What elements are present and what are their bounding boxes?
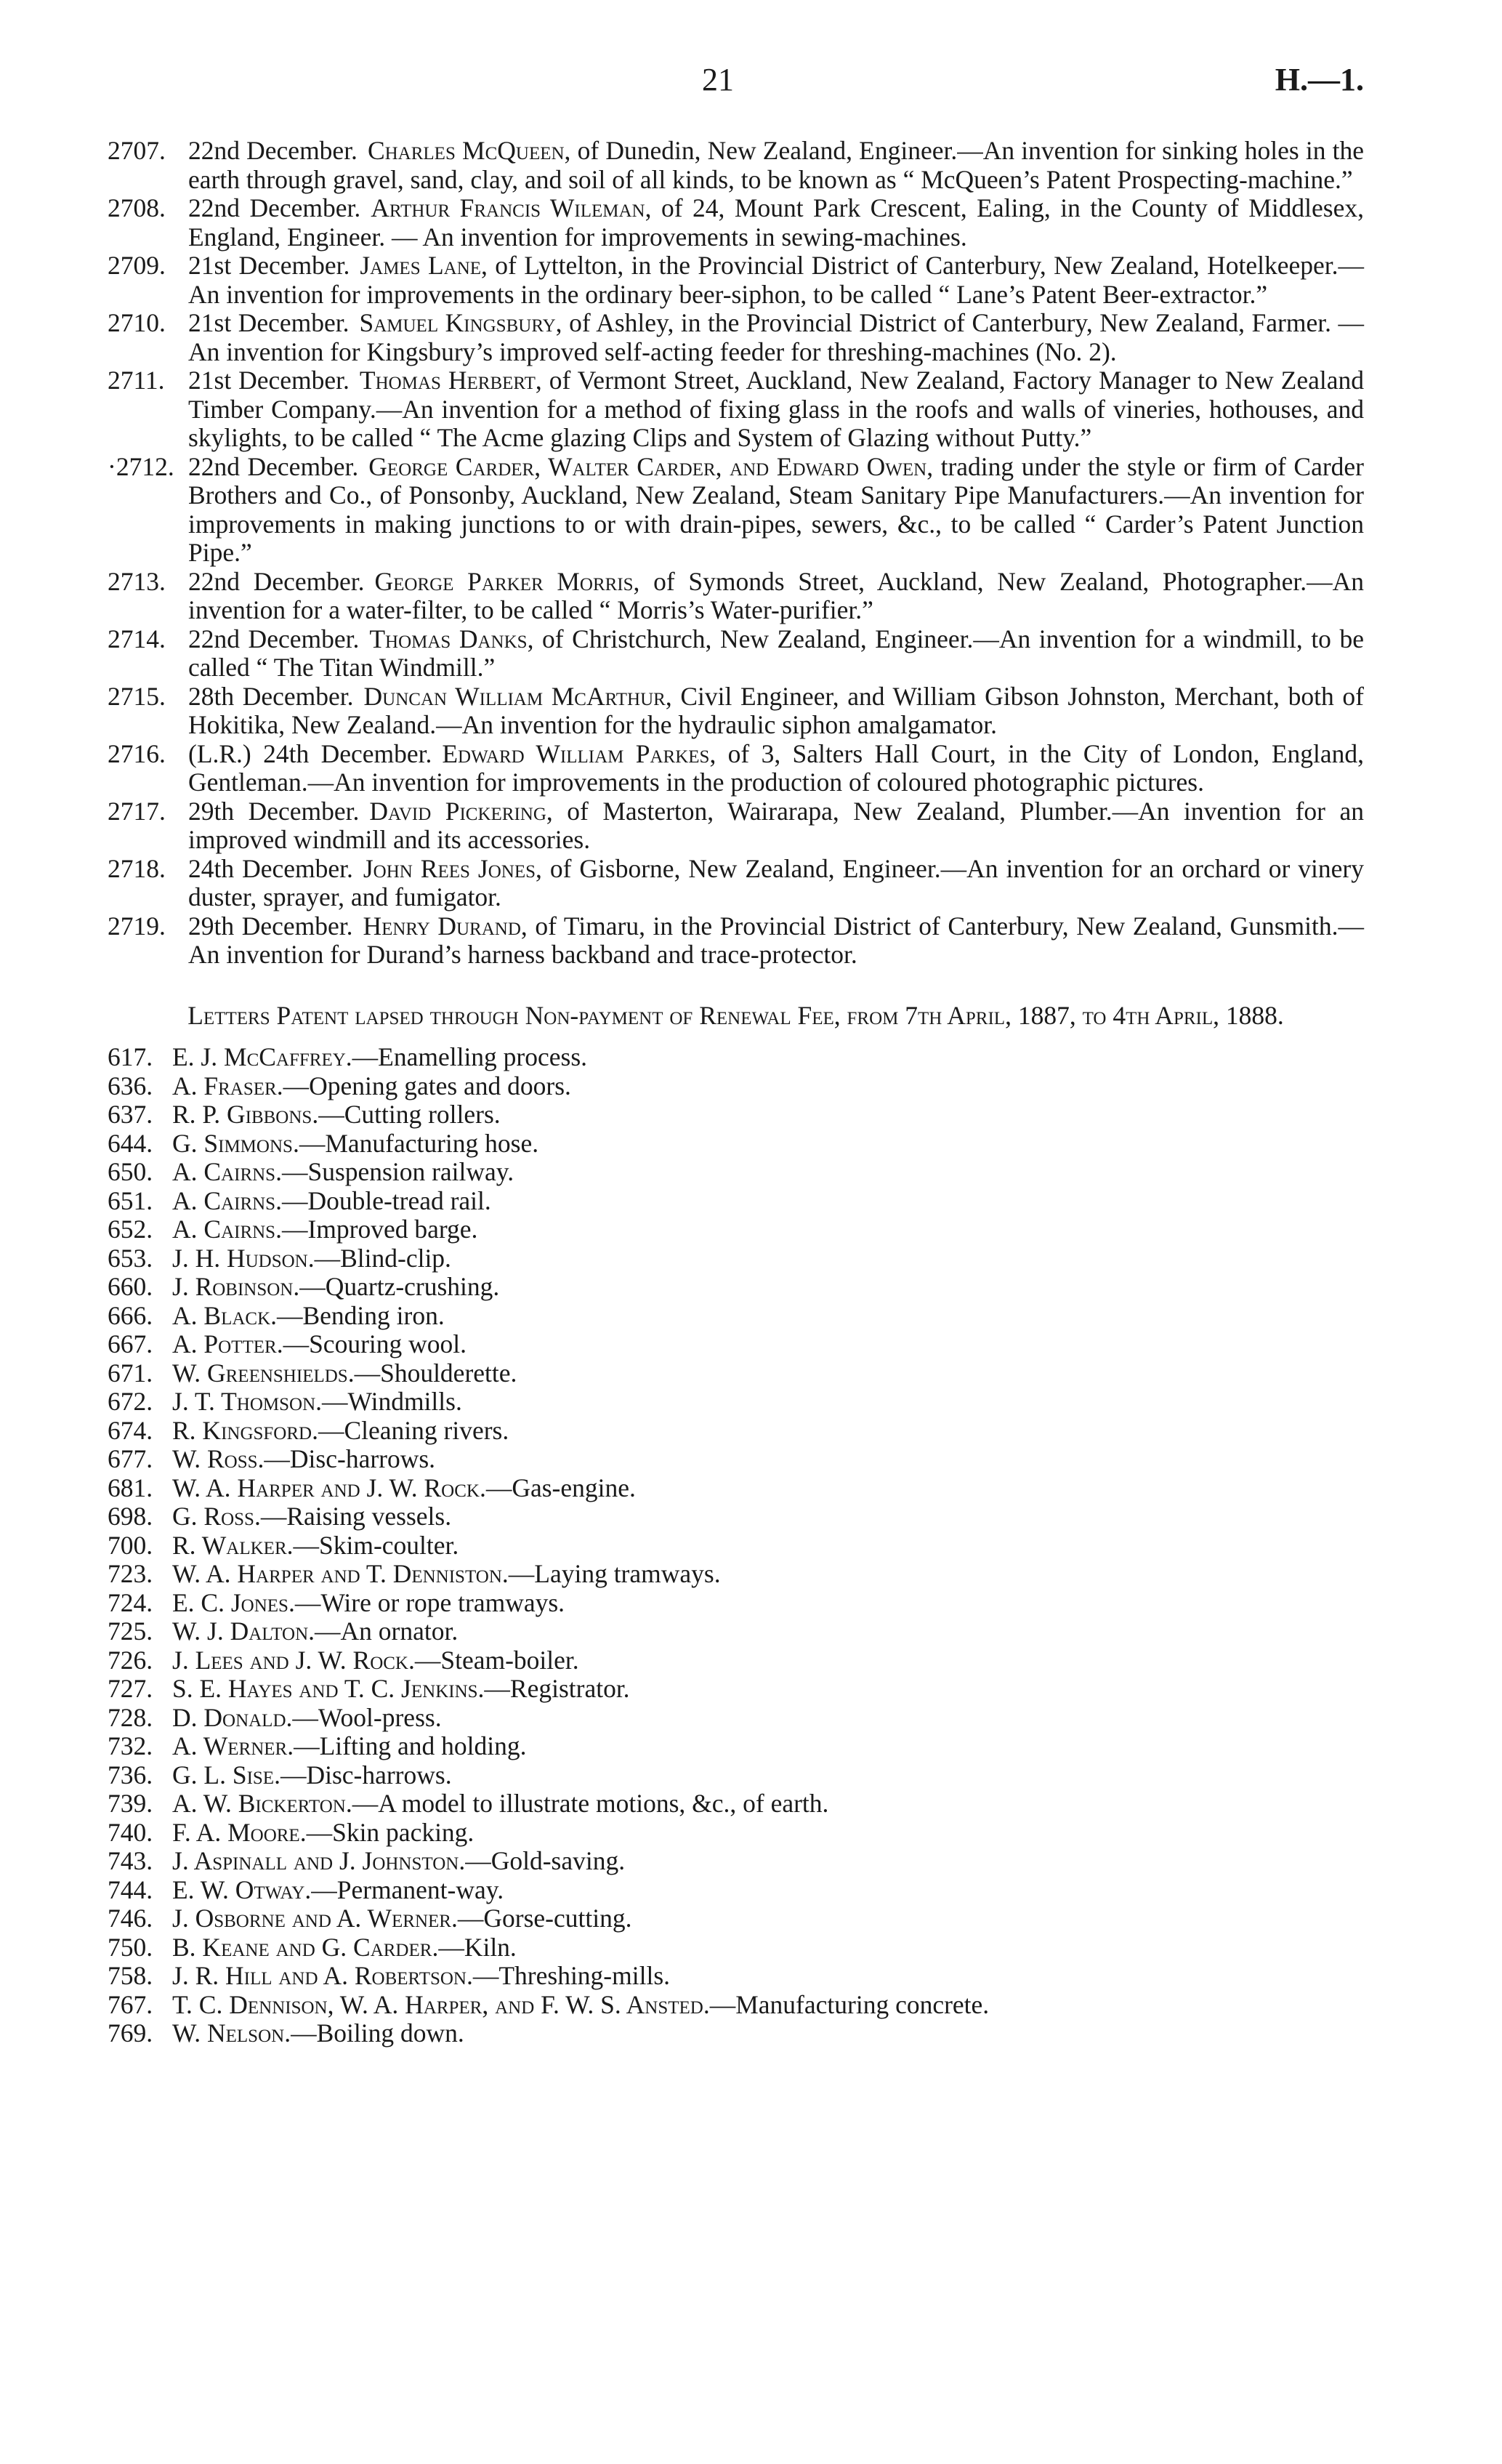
lapsed-item <box>108 1704 1364 1733</box>
lapsed-description: .—Windmills. <box>315 1387 462 1416</box>
lapsed-description: .—Opening gates and doors. <box>276 1071 571 1100</box>
patent-entry <box>108 912 1364 970</box>
entry-number: 2714. <box>108 624 166 653</box>
lapsed-number: 667. <box>108 1329 153 1358</box>
lapsed-item <box>108 1819 1364 1848</box>
lapsed-item <box>108 1158 1364 1187</box>
entry-description: , of Timaru, in the Provincial District of Canterbury, New Zealand, Gunsmith.—An invention for Durand’s harness backband and trace-protector. <box>188 911 1364 969</box>
lapsed-patentee: E. W. Otway <box>172 1875 305 1904</box>
lapsed-patentee: T. C. Dennison, W. A. Harper, and F. W. S. Ansted <box>172 1989 703 2019</box>
lapsed-description: .—Manufacturing hose. <box>292 1128 539 1158</box>
patent-entry <box>108 366 1364 453</box>
entry-applicant: Thomas Herbert <box>359 366 536 395</box>
lapsed-patentee: D. Donald <box>172 1702 286 1732</box>
lapsed-number: 637. <box>108 1100 153 1129</box>
patent-entry <box>108 740 1364 797</box>
entry-number: 2717. <box>108 796 166 826</box>
lapsed-item <box>108 1531 1364 1561</box>
entry-description: , of Lyttelton, in the Provincial District of Canterbury, New Zealand, Hotelkeeper.—An invention for improvements in the ordinary beer-siphon, to be called “ Lane’s Patent Beer-extractor.” <box>188 251 1364 309</box>
lapsed-number: 744. <box>108 1875 153 1904</box>
entry-description: , Civil Engineer, and William Gibson Johnston, Merchant, both of Hokitika, New Zealand.—An invention for the hydraulic siphon amalgamator. <box>188 681 1365 739</box>
entry-description: , of Symonds Street, Auckland, New Zealand, Photographer.—An invention for a water-filter, to be called “ Morris’s Water-purifier.” <box>188 566 1364 624</box>
lapsed-patentee: A. W. Bickerton <box>172 1789 346 1818</box>
lapsed-item <box>108 1187 1364 1216</box>
lapsed-item <box>108 1043 1364 1072</box>
lapsed-description: .—Quartz-crushing. <box>293 1272 500 1301</box>
patent-entry <box>108 568 1364 625</box>
lapsed-number: 644. <box>108 1128 153 1158</box>
lapsed-patentee: A. Potter <box>172 1329 277 1358</box>
lapsed-number: 726. <box>108 1645 153 1675</box>
lapsed-item <box>108 1904 1364 1933</box>
entry-number: 2715. <box>108 681 166 711</box>
lapsed-description: .—An ornator. <box>308 1617 459 1646</box>
lapsed-description: .—Laying tramways. <box>501 1559 721 1588</box>
patent-entry <box>108 683 1364 740</box>
lapsed-patentee: B. Keane and G. Carder <box>172 1932 432 1962</box>
lapsed-number: 743. <box>108 1846 153 1875</box>
entry-date: 24th December. <box>188 853 353 883</box>
lapsed-number: 739. <box>108 1789 153 1818</box>
lapsed-description: .—Blind-clip. <box>307 1243 451 1273</box>
lapsed-item <box>108 1273 1364 1302</box>
lapsed-item <box>108 1302 1364 1331</box>
lapsed-description: .—Disc-harrows. <box>274 1760 452 1789</box>
lapsed-patentee: A. Cairns <box>172 1157 276 1186</box>
lapsed-description: .—Improved barge. <box>275 1215 478 1244</box>
entry-description: , trading under the style or firm of Carder Brothers and Co., of Ponsonby, Auckland, New Zealand, Steam Sanitary Pipe Manufacturers.—An invention for improvements in making junctions to or with drain-pipes, sewers, &c., to be called “ Carder’s Patent Junction Pipe.” <box>188 451 1364 567</box>
lapsed-patentee: G. Simmons <box>172 1128 293 1158</box>
entry-number: 2711. <box>108 366 165 395</box>
lapsed-patentee: F. A. Moore <box>172 1817 300 1847</box>
lapsed-item <box>108 1675 1364 1704</box>
lapsed-description: .—Wire or rope tramways. <box>288 1587 565 1617</box>
lapsed-item <box>108 1244 1364 1273</box>
lapsed-number: 740. <box>108 1817 153 1847</box>
lapsed-description: .—Suspension railway. <box>275 1157 514 1186</box>
lapsed-number: 736. <box>108 1760 153 1789</box>
lapsed-item <box>108 1100 1364 1130</box>
lapsed-number: 728. <box>108 1702 153 1732</box>
lapsed-description: .—Raising vessels. <box>254 1502 452 1531</box>
lapsed-description: .—A model to illustrate motions, &c., of earth. <box>345 1789 829 1818</box>
lapsed-item <box>108 1617 1364 1646</box>
lapsed-item <box>108 1072 1364 1101</box>
lapsed-number: 677. <box>108 1444 153 1473</box>
lapsed-item <box>108 1130 1364 1159</box>
lapsed-item <box>108 1876 1364 1905</box>
lapsed-number: 666. <box>108 1300 153 1330</box>
lapsed-item <box>108 2019 1364 2048</box>
lapsed-item <box>108 1388 1364 1417</box>
patent-entry <box>108 453 1364 568</box>
lapsed-patentee: E. C. Jones <box>172 1587 288 1617</box>
entry-description: , of Dunedin, New Zealand, Engineer.—An invention for sinking holes in the earth through gravel, sand, clay, and soil of all kinds, to be known as “ McQueen’s Patent Prospecting-machine.” <box>188 136 1365 194</box>
entry-applicant: Henry Durand <box>363 911 521 941</box>
lapsed-description: .—Enamelling process. <box>345 1042 588 1071</box>
entry-applicant: Edward William Parkes <box>442 738 710 768</box>
entry-date: 21st December. <box>188 251 350 280</box>
lapsed-patentee: A. Cairns <box>172 1185 276 1215</box>
entry-number: 2709. <box>108 251 166 280</box>
lapsed-item <box>108 1445 1364 1474</box>
lapsed-number: 674. <box>108 1415 153 1445</box>
lapsed-description: .—Bending iron. <box>270 1300 445 1330</box>
entry-date: 29th December. <box>188 911 353 941</box>
entry-description: , of Ashley, in the Provincial District of Canterbury, New Zealand, Farmer. — An invention for Kingsbury’s improved self-acting feeder for threshing-machines (No. 2). <box>188 308 1364 366</box>
entry-date: (L.R.) 24th December. <box>188 738 432 768</box>
entry-number: 2713. <box>108 566 166 596</box>
lapsed-number: 652. <box>108 1215 153 1244</box>
entry-number: 2708. <box>108 193 166 222</box>
lapsed-patentee: W. Greenshields <box>172 1358 348 1388</box>
lapsed-item <box>108 1589 1364 1618</box>
lapsed-number: 725. <box>108 1617 153 1646</box>
lapsed-number: 617. <box>108 1042 153 1071</box>
lapsed-description: .—Disc-harrows. <box>257 1444 436 1473</box>
lapsed-description: .—Gorse-cutting. <box>451 1904 632 1933</box>
entry-description: , of Gisborne, New Zealand, Engineer.—An invention for an orchard or vinery duster, sprayer, and fumigator. <box>188 853 1364 911</box>
lapsed-description: .—Manufacturing concrete. <box>703 1989 990 2019</box>
lapsed-patentee: J. Aspinall and J. Johnston <box>172 1846 459 1875</box>
entry-applicant: John Rees Jones <box>363 853 536 883</box>
lapsed-patentee: S. E. Hayes and T. C. Jenkins <box>172 1674 478 1703</box>
entry-applicant: George Carder, Walter Carder, and Edward Owen <box>368 451 927 481</box>
entry-description: , of Vermont Street, Auckland, New Zealand, Factory Manager to New Zealand Timber Company.—An invention for a method of fixing glass in the roofs and walls of vineries, hothouses, and skylights, to be called “ The Acme glazing Clips and System of Glazing without Putty.” <box>188 366 1364 452</box>
lapsed-description: .—Registrator. <box>477 1674 630 1703</box>
lapsed-patentee: J. Robinson <box>172 1272 294 1301</box>
entry-description: , of 24, Mount Park Crescent, Ealing, in the County of Middlesex, England, Engineer. — An invention for improvements in sewing-machines. <box>188 193 1365 251</box>
patent-entry <box>108 194 1364 251</box>
entry-number: 2719. <box>108 911 166 941</box>
lapsed-number: 700. <box>108 1530 153 1560</box>
lapsed-number: 746. <box>108 1904 153 1933</box>
lapsed-item <box>108 1474 1364 1503</box>
entry-date: 22nd December. <box>188 193 361 222</box>
lapsed-patentee: J. H. Hudson <box>172 1243 308 1273</box>
lapsed-number: 758. <box>108 1961 153 1990</box>
lapsed-number: 723. <box>108 1559 153 1588</box>
lapsed-description: .—Gold-saving. <box>459 1846 626 1875</box>
page-number: 21 <box>702 62 734 97</box>
lapsed-patentee: A. Fraser <box>172 1071 277 1100</box>
lapsed-description: .—Gas-engine. <box>479 1473 636 1502</box>
lapsed-description: .—Permanent-way. <box>304 1875 504 1904</box>
lapsed-patentee: W. J. Dalton <box>172 1617 309 1646</box>
entry-description: , of Christchurch, New Zealand, Engineer.—An invention for a windmill, to be called “ The Titan Windmill.” <box>188 624 1364 682</box>
lapsed-description: .—Shoulderette. <box>347 1358 517 1388</box>
lapsed-item <box>108 1991 1364 2020</box>
lapsed-number: 698. <box>108 1502 153 1531</box>
entry-description: , of Masterton, Wairarapa, New Zealand, Plumber.—An invention for an improved windmill and its accessories. <box>188 796 1364 854</box>
entry-applicant: George Parker Morris <box>374 566 634 596</box>
lapsed-description: .—Lifting and holding. <box>287 1731 527 1760</box>
lapsed-number: 650. <box>108 1157 153 1186</box>
lapsed-item <box>108 1560 1364 1589</box>
lapsed-patentee: A. Black <box>172 1300 271 1330</box>
lapsed-item <box>108 1417 1364 1446</box>
entry-applicant: Charles McQueen <box>367 136 565 165</box>
lapsed-item <box>108 1215 1364 1244</box>
lapsed-item <box>108 1646 1364 1675</box>
entry-applicant: Duncan William McArthur <box>363 681 666 711</box>
lapsed-item <box>108 1732 1364 1761</box>
lapsed-number: 660. <box>108 1272 153 1301</box>
lapsed-description: .—Cleaning rivers. <box>312 1415 509 1445</box>
entry-applicant: Arthur Francis Wileman <box>371 193 645 222</box>
lapsed-description: .—Skin packing. <box>299 1817 475 1847</box>
entry-date: 22nd December. <box>188 136 358 165</box>
patent-applications-list <box>108 137 1364 970</box>
patent-entry <box>108 625 1364 683</box>
entry-date: 29th December. <box>188 796 360 826</box>
lapsed-number: 671. <box>108 1358 153 1388</box>
patent-entry <box>108 137 1364 194</box>
lapsed-patentee: A. Werner <box>172 1731 288 1760</box>
entry-date: 28th December. <box>188 681 354 711</box>
lapsed-number: 750. <box>108 1932 153 1962</box>
patent-entry <box>108 251 1364 309</box>
page-header <box>108 58 1364 109</box>
lapsed-description: .—Double-tread rail. <box>275 1185 491 1215</box>
lapsed-item <box>108 1933 1364 1962</box>
lapsed-patentee: R. Walker <box>172 1530 287 1560</box>
lapsed-patentee: J. Lees and J. W. Rock <box>172 1645 408 1675</box>
lapsed-number: 636. <box>108 1071 153 1100</box>
lapsed-number: 769. <box>108 2018 153 2048</box>
lapsed-description: .—Skim-coulter. <box>286 1530 459 1560</box>
lapsed-patentee: G. L. Sise <box>172 1760 275 1789</box>
lapsed-item <box>108 1962 1364 1991</box>
lapsed-patentee: J. Osborne and A. Werner <box>172 1904 451 1933</box>
entry-number: 2716. <box>108 738 166 768</box>
entry-date: 22nd December. <box>188 566 365 596</box>
lapsed-section-title: Letters Patent lapsed through Non-payment of Renewal Fee, from 7th April, 1887, to 4th April, 1888. <box>187 1000 1284 1030</box>
lapsed-number: 732. <box>108 1731 153 1760</box>
lapsed-patentee: R. P. Gibbons <box>172 1100 312 1129</box>
lapsed-description: .—Boiling down. <box>284 2018 464 2048</box>
lapsed-item <box>108 1847 1364 1876</box>
lapsed-number: 653. <box>108 1243 153 1273</box>
entry-date: 21st December. <box>188 308 350 337</box>
lapsed-description: .—Threshing-mills. <box>466 1961 671 1990</box>
lapsed-patentee: W. Nelson <box>172 2018 285 2048</box>
lapsed-description: .—Wool-press. <box>286 1702 442 1732</box>
entry-number: 2707. <box>108 136 166 165</box>
entry-description: , of 3, Salters Hall Court, in the City of London, England, Gentleman.—An invention for improvements in the production of coloured photographic pictures. <box>188 738 1365 797</box>
entry-applicant: Samuel Kingsbury <box>359 308 556 337</box>
entry-date: 22nd December. <box>188 451 359 481</box>
lapsed-item <box>108 1502 1364 1531</box>
lapsed-patentee: G. Ross <box>172 1502 254 1531</box>
entry-applicant: Thomas Danks <box>369 624 528 653</box>
lapsed-number: 651. <box>108 1185 153 1215</box>
lapsed-item <box>108 1761 1364 1790</box>
lapsed-patents-list <box>108 1043 1364 2048</box>
entry-applicant: David Pickering <box>369 796 546 826</box>
lapsed-item <box>108 1359 1364 1388</box>
lapsed-number: 767. <box>108 1989 153 2019</box>
lapsed-description: .—Cutting rollers. <box>312 1100 501 1129</box>
entry-number: 2718. <box>108 853 166 883</box>
lapsed-description: .—Kiln. <box>432 1932 517 1962</box>
patent-entry <box>108 309 1364 366</box>
lapsed-item <box>108 1330 1364 1359</box>
lapsed-number: 672. <box>108 1387 153 1416</box>
entry-date: 22nd December. <box>188 624 360 653</box>
lapsed-number: 681. <box>108 1473 153 1502</box>
entry-number: 2710. <box>108 308 166 337</box>
lapsed-patentee: R. Kingsford <box>172 1415 312 1445</box>
lapsed-patentee: A. Cairns <box>172 1215 276 1244</box>
lapsed-patentee: W. Ross <box>172 1444 258 1473</box>
lapsed-patentee: J. R. Hill and A. Robertson <box>172 1961 467 1990</box>
lapsed-patentee: J. T. Thomson <box>172 1387 316 1416</box>
document-reference: H.—1. <box>1275 62 1364 97</box>
lapsed-patentee: W. A. Harper and T. Denniston <box>172 1559 502 1588</box>
lapsed-patentee: E. J. McCaffrey <box>172 1042 346 1071</box>
patent-entry <box>108 797 1364 855</box>
entry-number: ·2712. <box>108 451 174 481</box>
lapsed-description: .—Steam-boiler. <box>408 1645 579 1675</box>
lapsed-number: 724. <box>108 1587 153 1617</box>
patent-entry <box>108 855 1364 912</box>
lapsed-item <box>108 1789 1364 1819</box>
entry-applicant: James Lane <box>360 251 482 280</box>
lapsed-number: 727. <box>108 1674 153 1703</box>
lapsed-description: .—Scouring wool. <box>276 1329 467 1358</box>
lapsed-patentee: W. A. Harper and J. W. Rock <box>172 1473 480 1502</box>
entry-date: 21st December. <box>188 366 350 395</box>
